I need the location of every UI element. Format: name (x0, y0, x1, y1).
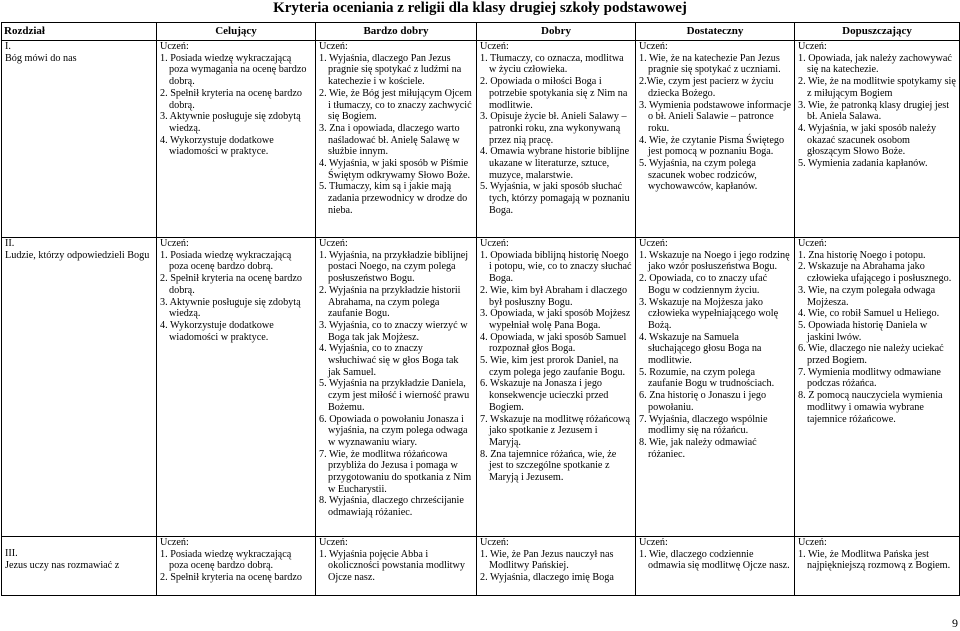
criterion-item: 1. Posiada wiedzę wykraczającą poza ocenę bardzo dobrą. (160, 249, 292, 273)
student-label: Uczeń: (639, 537, 668, 548)
criterion-item: 2. Spełnił kryteria na ocenę bardzo dobrą. (160, 273, 303, 296)
criterion-item: 2.Wie, czym jest pacierz w życiu dziecka Bożego. (639, 76, 774, 99)
criterion-item: 3. Wskazuje na Mojżesza jako człowieka wypełniającego wolę Bożą. (639, 296, 779, 331)
criteria-cell-dopuszczajacy (795, 238, 960, 537)
unit-title: Jezus uczy nas rozmawiać z (5, 559, 120, 571)
student-label: Uczeń: (639, 41, 668, 52)
criterion-item: 1. Opowiada biblijną historię Noego i potopu, wie, co to znaczy słuchać Boga. (480, 249, 632, 285)
criterion-item: 4. Wykorzystuje dodatkowe wiadomości w praktyce. (160, 134, 274, 158)
criterion-item: 6. Wskazuje na Jonasza i jego konsekwencje ucieczki przed Bogiem. (480, 378, 609, 413)
criterion-item: 1. Wyjaśnia, dlaczego Pan Jezus pragnie się spotykać z ludźmi na katechezie i w kościele. (319, 52, 462, 88)
unit-title: Ludzie, którzy odpowiedzieli Bogu (5, 249, 150, 261)
criterion-item: 2. Wie, kim był Abraham i dlaczego był posłuszny Bogu. (480, 284, 628, 308)
criterion-item: 1. Wyjaśnia, na przykładzie biblijnej postaci Noego, na czym polega posłuszeństwo Bogu. (319, 249, 469, 285)
criterion-item: 3. Opisuje życie bł. Anieli Salawy – patronki roku, zna wykonywaną przez nią pracę. (480, 111, 627, 146)
header-row (2, 23, 960, 41)
student-label: Uczeń: (160, 41, 189, 52)
criterion-item: 5. Wie, kim jest prorok Daniel, na czym polega jego zaufanie Bogu. (480, 355, 626, 378)
criteria-cell-dostateczny (636, 537, 795, 596)
criteria-cell-bardzo-dobry (316, 41, 477, 238)
student-label: Uczeń: (160, 537, 189, 548)
criteria-cell-bardzo-dobry (316, 238, 477, 537)
student-label: Uczeń: (480, 41, 509, 52)
criterion-item: 1. Opowiada, jak należy zachowywać się na katechezie. (798, 52, 952, 76)
criterion-item: 5. Wyjaśnia na przykładzie Daniela, czym jest miłość i wierność prawu Bożemu. (319, 378, 470, 413)
student-label: Uczeń: (798, 41, 827, 52)
criterion-item: 2. Spełnił kryteria na ocenę bardzo (160, 572, 303, 584)
criterion-item: 7. Wyjaśnia, dlaczego wspólnie modlimy się na różańcu. (639, 413, 768, 437)
header-dopuszczajacy: Dopuszczający (795, 23, 960, 41)
criterion-item: 3. Zna i opowiada, dlaczego warto naśladować bł. Anielę Salawę w służbie innym. (319, 122, 460, 158)
criteria-cell-dostateczny (636, 41, 795, 238)
student-label: Uczeń: (319, 41, 348, 52)
criterion-item: 5. Wymienia zadania kapłanów. (798, 158, 928, 170)
criterion-item: 5. Rozumie, na czym polega zaufanie Bogu w trudnościach. (639, 366, 775, 390)
criterion-item: 4. Omawia wybrane historie biblijne ukazane w literaturze, sztuce, muzyce, malarstwie. (480, 146, 630, 181)
student-label: Uczeń: (480, 238, 509, 249)
unit-number: II. (5, 238, 15, 249)
student-label: Uczeń: (160, 238, 189, 249)
criterion-item: 2. Wyjaśnia, dlaczego imię Boga (480, 572, 614, 584)
criterion-item: 1. Posiada wiedzę wykraczającą poza wymagania na ocenę bardzo dobrą. (160, 52, 307, 88)
criterion-item: 2. Opowiada o miłości Boga i potrzebie spotykania się z Nim na modlitwie. (480, 76, 628, 111)
table-row (2, 41, 960, 238)
unit-cell (2, 41, 157, 238)
criteria-table (1, 22, 960, 596)
table-row (2, 537, 960, 596)
header-dostateczny: Dostateczny (636, 23, 795, 41)
criterion-item: 5. Tłumaczy, kim są i jakie mają zadania przewodnicy w drodze do nieba. (319, 181, 468, 216)
criterion-item: 6. Opowiada o powołaniu Jonasza i wyjaśnia, na czym polega odwaga w wyznawaniu wiary. (319, 413, 468, 448)
criterion-item: 1. Wie, dlaczego codziennie odmawia się modlitwę Ojcze nasz. (639, 548, 790, 572)
student-label: Uczeń: (319, 537, 348, 548)
criterion-item: 7. Wskazuje na modlitwę różańcową jako spotkanie z Jezusem i Maryją. (480, 413, 631, 448)
criteria-cell-dostateczny (636, 238, 795, 537)
criterion-item: 4. Wyjaśnia, w jaki sposób w Piśmie Świętym odkrywamy Słowo Boże. (319, 158, 471, 181)
unit-cell (2, 537, 157, 596)
criterion-item: 7. Wymienia modlitwy odmawiane podczas różańca. (798, 366, 941, 390)
criteria-cell-celujacy (157, 537, 316, 596)
header-rozdzial: Rozdział (2, 23, 157, 41)
criterion-item: 7. Wie, że modlitwa różańcowa przybliża do Jezusa i pomaga w przygotowaniu do spotkania z Nim w Eucharystii. (319, 448, 472, 495)
criteria-cell-dobry (477, 41, 636, 238)
criterion-item: 3. Aktywnie posługuje się zdobytą wiedzą. (160, 296, 301, 320)
header-celujacy: Celujący (157, 23, 316, 41)
criterion-item: 2. Opowiada, co to znaczy ufać Bogu w codziennym życiu. (639, 273, 768, 296)
criterion-item: 6. Zna historię o Jonaszu i jego powołaniu. (639, 390, 767, 413)
criterion-item: 3. Wyjaśnia, co to znaczy wierzyć w Boga tak jak Mojżesz. (319, 319, 468, 343)
criterion-item: 2. Wskazuje na Abrahama jako człowieka ufającego i posłusznego. (798, 261, 952, 285)
student-label: Uczeń: (639, 238, 668, 249)
criterion-item: 4. Wie, że czytanie Pisma Świętego jest pomocą w poznaniu Boga. (639, 134, 785, 158)
page-number: 9 (952, 616, 958, 630)
criterion-item: 8. Zna tajemnice różańca, wie, że jest to szczególne spotkanie z Maryją i Jezusem. (480, 448, 617, 484)
table-row (2, 238, 960, 537)
criterion-item: 1. Tłumaczy, co oznacza, modlitwa w życiu człowieka. (480, 52, 624, 76)
criterion-item: 5. Opowiada historię Daniela w jaskini lwów. (798, 319, 928, 343)
criterion-item: 3. Wie, że patronką klasy drugiej jest bł. Aniela Salawa. (798, 99, 950, 123)
criterion-item: 6. Wie, dlaczego nie należy uciekać przed Bogiem. (798, 343, 944, 367)
unit-title: Bóg mówi do nas (5, 52, 77, 64)
criterion-item: 5. Wyjaśnia, na czym polega szacunek wobec rodziców, wychowawców, kapłanów. (639, 158, 758, 193)
criterion-item: 4. Wyjaśnia, co to znaczy wsłuchiwać się w głos Boga tak jak Samuel. (319, 343, 459, 378)
criterion-item: 4. Wskazuje na Samuela słuchającego głosu Boga na modlitwie. (639, 331, 762, 367)
criterion-item: 8. Wie, jak należy odmawiać różaniec. (639, 436, 757, 460)
criterion-item: 2. Wie, że na modlitwie spotykamy się z miłującym Bogiem (798, 76, 956, 99)
header-bardzo-dobry: Bardzo dobry (316, 23, 477, 41)
student-label: Uczeń: (319, 238, 348, 249)
criterion-item: 5. Wyjaśnia, w jaki sposób słuchać tych, którzy pomagają w poznaniu Boga. (480, 181, 630, 216)
criteria-cell-celujacy (157, 41, 316, 238)
criterion-item: 4. Opowiada, w jaki sposób Samuel rozpoznał głos Boga. (480, 331, 627, 355)
criterion-item: 3. Wie, na czym polegała odwaga Mojżesza. (798, 284, 936, 308)
criteria-cell-dopuszczajacy (795, 41, 960, 238)
criterion-item: 3. Opowiada, w jaki sposób Mojżesz wypełniał wolę Pana Boga. (480, 308, 631, 331)
criterion-item: 2. Spełnił kryteria na ocenę bardzo dobrą. (160, 87, 303, 111)
header-dobry: Dobry (477, 23, 636, 41)
criteria-cell-dopuszczajacy (795, 537, 960, 596)
unit-number: I. (5, 41, 11, 52)
criterion-item: 1. Wie, że na katechezie Pan Jezus pragnie się spotykać z uczniami. (639, 52, 781, 76)
student-label: Uczeń: (798, 238, 827, 249)
student-label: Uczeń: (480, 537, 509, 548)
unit-cell (2, 238, 157, 537)
criterion-item: 1. Wyjaśnia pojęcie Abba i okoliczności powstania modlitwy Ojcze nasz. (319, 548, 465, 584)
criterion-item: 1. Wie, że Pan Jezus nauczył nas Modlitwy Pańskiej. (480, 548, 614, 572)
criterion-item: 1. Posiada wiedzę wykraczającą poza ocenę bardzo dobrą. (160, 548, 292, 572)
criterion-item: 1. Wskazuje na Noego i jego rodzinę jako wzór posłuszeństwa Bogu. (639, 249, 790, 273)
criteria-cell-bardzo-dobry (316, 537, 477, 596)
criterion-item: 2. Wie, że Bóg jest miłującym Ojcem i tłumaczy, co to znaczy zachwycić się Bogiem. (319, 87, 472, 123)
criterion-item: 3. Wymienia podstawowe informacje o bł. Anieli Salawie – patronce roku. (639, 99, 791, 134)
criteria-cell-dobry (477, 238, 636, 537)
student-label: Uczeń: (798, 537, 827, 548)
criterion-item: 4. Wyjaśnia, w jaki sposób należy okazać szacunek osobom głoszącym Słowo Boże. (798, 122, 937, 158)
criteria-cell-celujacy (157, 238, 316, 537)
criterion-item: 8. Wyjaśnia, dlaczego chrześcijanie odmawiają różaniec. (319, 495, 464, 519)
page-title: Kryteria oceniania z religii dla klasy drugiej szkoły podstawowej (273, 0, 687, 16)
criterion-item: 3. Aktywnie posługuje się zdobytą wiedzą. (160, 111, 301, 134)
criterion-item: 8. Z pomocą nauczyciela wymienia modlitwy i omawia wybrane tajemnice różańcowe. (798, 390, 943, 425)
criterion-item: 4. Wykorzystuje dodatkowe wiadomości w praktyce. (160, 319, 274, 343)
criterion-item: 2. Wyjaśnia na przykładzie historii Abrahama, na czym polega zaufanie Bogu. (319, 284, 461, 320)
criterion-item: 1. Zna historię Noego i potopu. (798, 249, 926, 261)
criteria-cell-dobry (477, 537, 636, 596)
criterion-item: 1. Wie, że Modlitwa Pańska jest najpiękniejszą rozmową z Bogiem. (798, 548, 951, 572)
criterion-item: 4. Wie, co robił Samuel u Heliego. (798, 308, 940, 320)
unit-number: III. (5, 548, 18, 559)
